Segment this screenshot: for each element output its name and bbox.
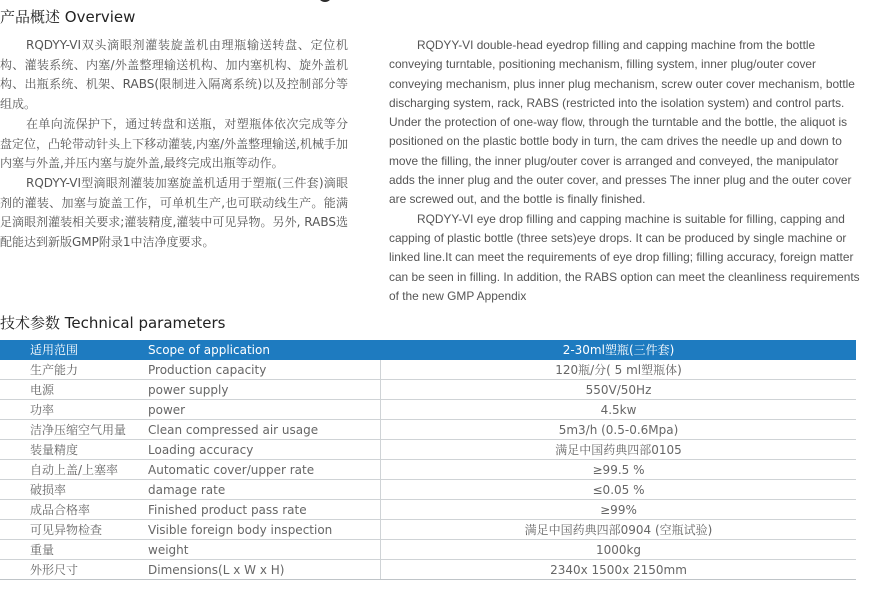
param-name-cn: 外形尺寸 — [0, 560, 148, 580]
params-heading-en: Technical parameters — [64, 314, 226, 332]
param-name-cn: 可见异物检查 — [0, 520, 148, 540]
param-name-cn: 装量精度 — [0, 440, 148, 460]
param-name-en: damage rate — [148, 480, 381, 500]
param-name-cn: 适用范围 — [0, 340, 148, 360]
param-name-en: power — [148, 400, 381, 420]
param-name-cn: 成品合格率 — [0, 500, 148, 520]
table-row — [0, 400, 856, 420]
param-name-en: Loading accuracy — [148, 440, 381, 460]
param-name-en: Visible foreign body inspection — [148, 520, 381, 540]
parameters-table — [0, 340, 856, 580]
table-row — [0, 560, 856, 580]
params-heading-cn: 技术参数 — [0, 314, 61, 332]
param-value: 550V/50Hz — [381, 380, 857, 400]
param-value: 2340x 1500x 2150mm — [381, 560, 857, 580]
cn-paragraph: 在单向流保护下，通过转盘和送瓶，对塑瓶体依次完成等分盘定位，凸轮带动针头上下移动灌装,内塞/外盖整理输送,机械手加内塞与外盖,并压内塞与旋外盖,最终完成出瓶等动作。 — [0, 116, 348, 171]
param-name-en: Finished product pass rate — [148, 500, 381, 520]
param-name-en: Scope of application — [148, 340, 381, 360]
table-row — [0, 500, 856, 520]
param-name-cn: 重量 — [0, 540, 148, 560]
param-name-cn: 电源 — [0, 380, 148, 400]
table-row — [0, 520, 856, 540]
param-name-cn: 自动上盖/上塞率 — [0, 460, 148, 480]
param-name-en: weight — [148, 540, 381, 560]
cn-paragraph: RQDYY-VI型滴眼剂灌装加塞旋盖机适用于塑瓶(三件套)滴眼剂的灌装、加塞与旋盖工作，可单机生产,也可联动线生产。能满足滴眼剂灌装相关要求;灌装精度,灌装中可见异物。另外, RABS选配能达到新版GMP附录1中洁净度要求。 — [0, 175, 348, 250]
en-paragraph: RQDYY-VI eye drop filling and capping machine is suitable for filling, capping and capping of plastic bottle (three sets)eye drops. It can be produced by single machine or linked line.It can meet the requirements of eye drop filling; filling accuracy, foreign matter can be seen in filling. In addition, the RABS option can meet the cleanliness requirements of the new GMP Appendix — [389, 211, 860, 303]
cropped-letter-glyph — [318, 0, 332, 2]
table-row — [0, 360, 856, 380]
param-value: 2-30ml塑瓶(三件套) — [381, 340, 857, 360]
overview-heading — [0, 6, 135, 27]
table-row — [0, 440, 856, 460]
param-value: ≥99% — [381, 500, 857, 520]
param-name-en: Clean compressed air usage — [148, 420, 381, 440]
top-cropped-heading — [0, 0, 880, 4]
param-value: 1000kg — [381, 540, 857, 560]
param-name-cn: 生产能力 — [0, 360, 148, 380]
param-name-en: Dimensions(L x W x H) — [148, 560, 381, 580]
param-value: 5m3/h (0.5-0.6Mpa) — [381, 420, 857, 440]
table-row — [0, 480, 856, 500]
table-row — [0, 380, 856, 400]
param-name-en: power supply — [148, 380, 381, 400]
param-value: ≤0.05 % — [381, 480, 857, 500]
param-name-cn: 破损率 — [0, 480, 148, 500]
table-row — [0, 460, 856, 480]
overview-chinese-text — [0, 36, 348, 253]
param-value: 4.5kw — [381, 400, 857, 420]
param-name-en: Automatic cover/upper rate — [148, 460, 381, 480]
param-value: 满足中国药典四部0904 (空瓶试验) — [381, 520, 857, 540]
table-row — [0, 540, 856, 560]
param-value: 满足中国药典四部0105 — [381, 440, 857, 460]
params-heading — [0, 312, 225, 333]
param-value: 120瓶/分( 5 ml塑瓶体) — [381, 360, 857, 380]
param-value: ≥99.5 % — [381, 460, 857, 480]
param-name-cn: 洁净压缩空气用量 — [0, 420, 148, 440]
overview-english-text — [389, 36, 861, 306]
param-name-en: Production capacity — [148, 360, 381, 380]
overview-heading-cn: 产品概述 — [0, 8, 61, 26]
table-row — [0, 340, 856, 360]
cn-paragraph: RQDYY-VI双头滴眼剂灌装旋盖机由理瓶输送转盘、定位机构、灌装系统、内塞/外盖整理输送机构、加内塞机构、旋外盖机构、出瓶系统、机架、RABS(限制进入隔离系统)以及控制部分等组成。 — [0, 38, 348, 112]
overview-heading-en: Overview — [64, 8, 136, 26]
table-row — [0, 420, 856, 440]
en-paragraph: RQDYY-VI double-head eyedrop filling and capping machine from the bottle conveying turntable, positioning mechanism, filling system, inner plug/outer cover conveying mechanism, plus inner plug mechanism, screw outer cover mechanism, bottle discharging system, rack, RABS (restricted into the isolation system) and control parts. Under the protection of one-way flow, through the turntable and the bottle, the aliquot is positioned on the plastic bottle body in turn, the cam drives the needle up and down to move the filling, the inner plug/outer cover is arranged and conveyed, the manipulator adds the inner plug and the outer cover, and presses The inner plug and the outer cover are screwed out, and the bottle is finally finished. — [389, 38, 855, 207]
param-name-cn: 功率 — [0, 400, 148, 420]
